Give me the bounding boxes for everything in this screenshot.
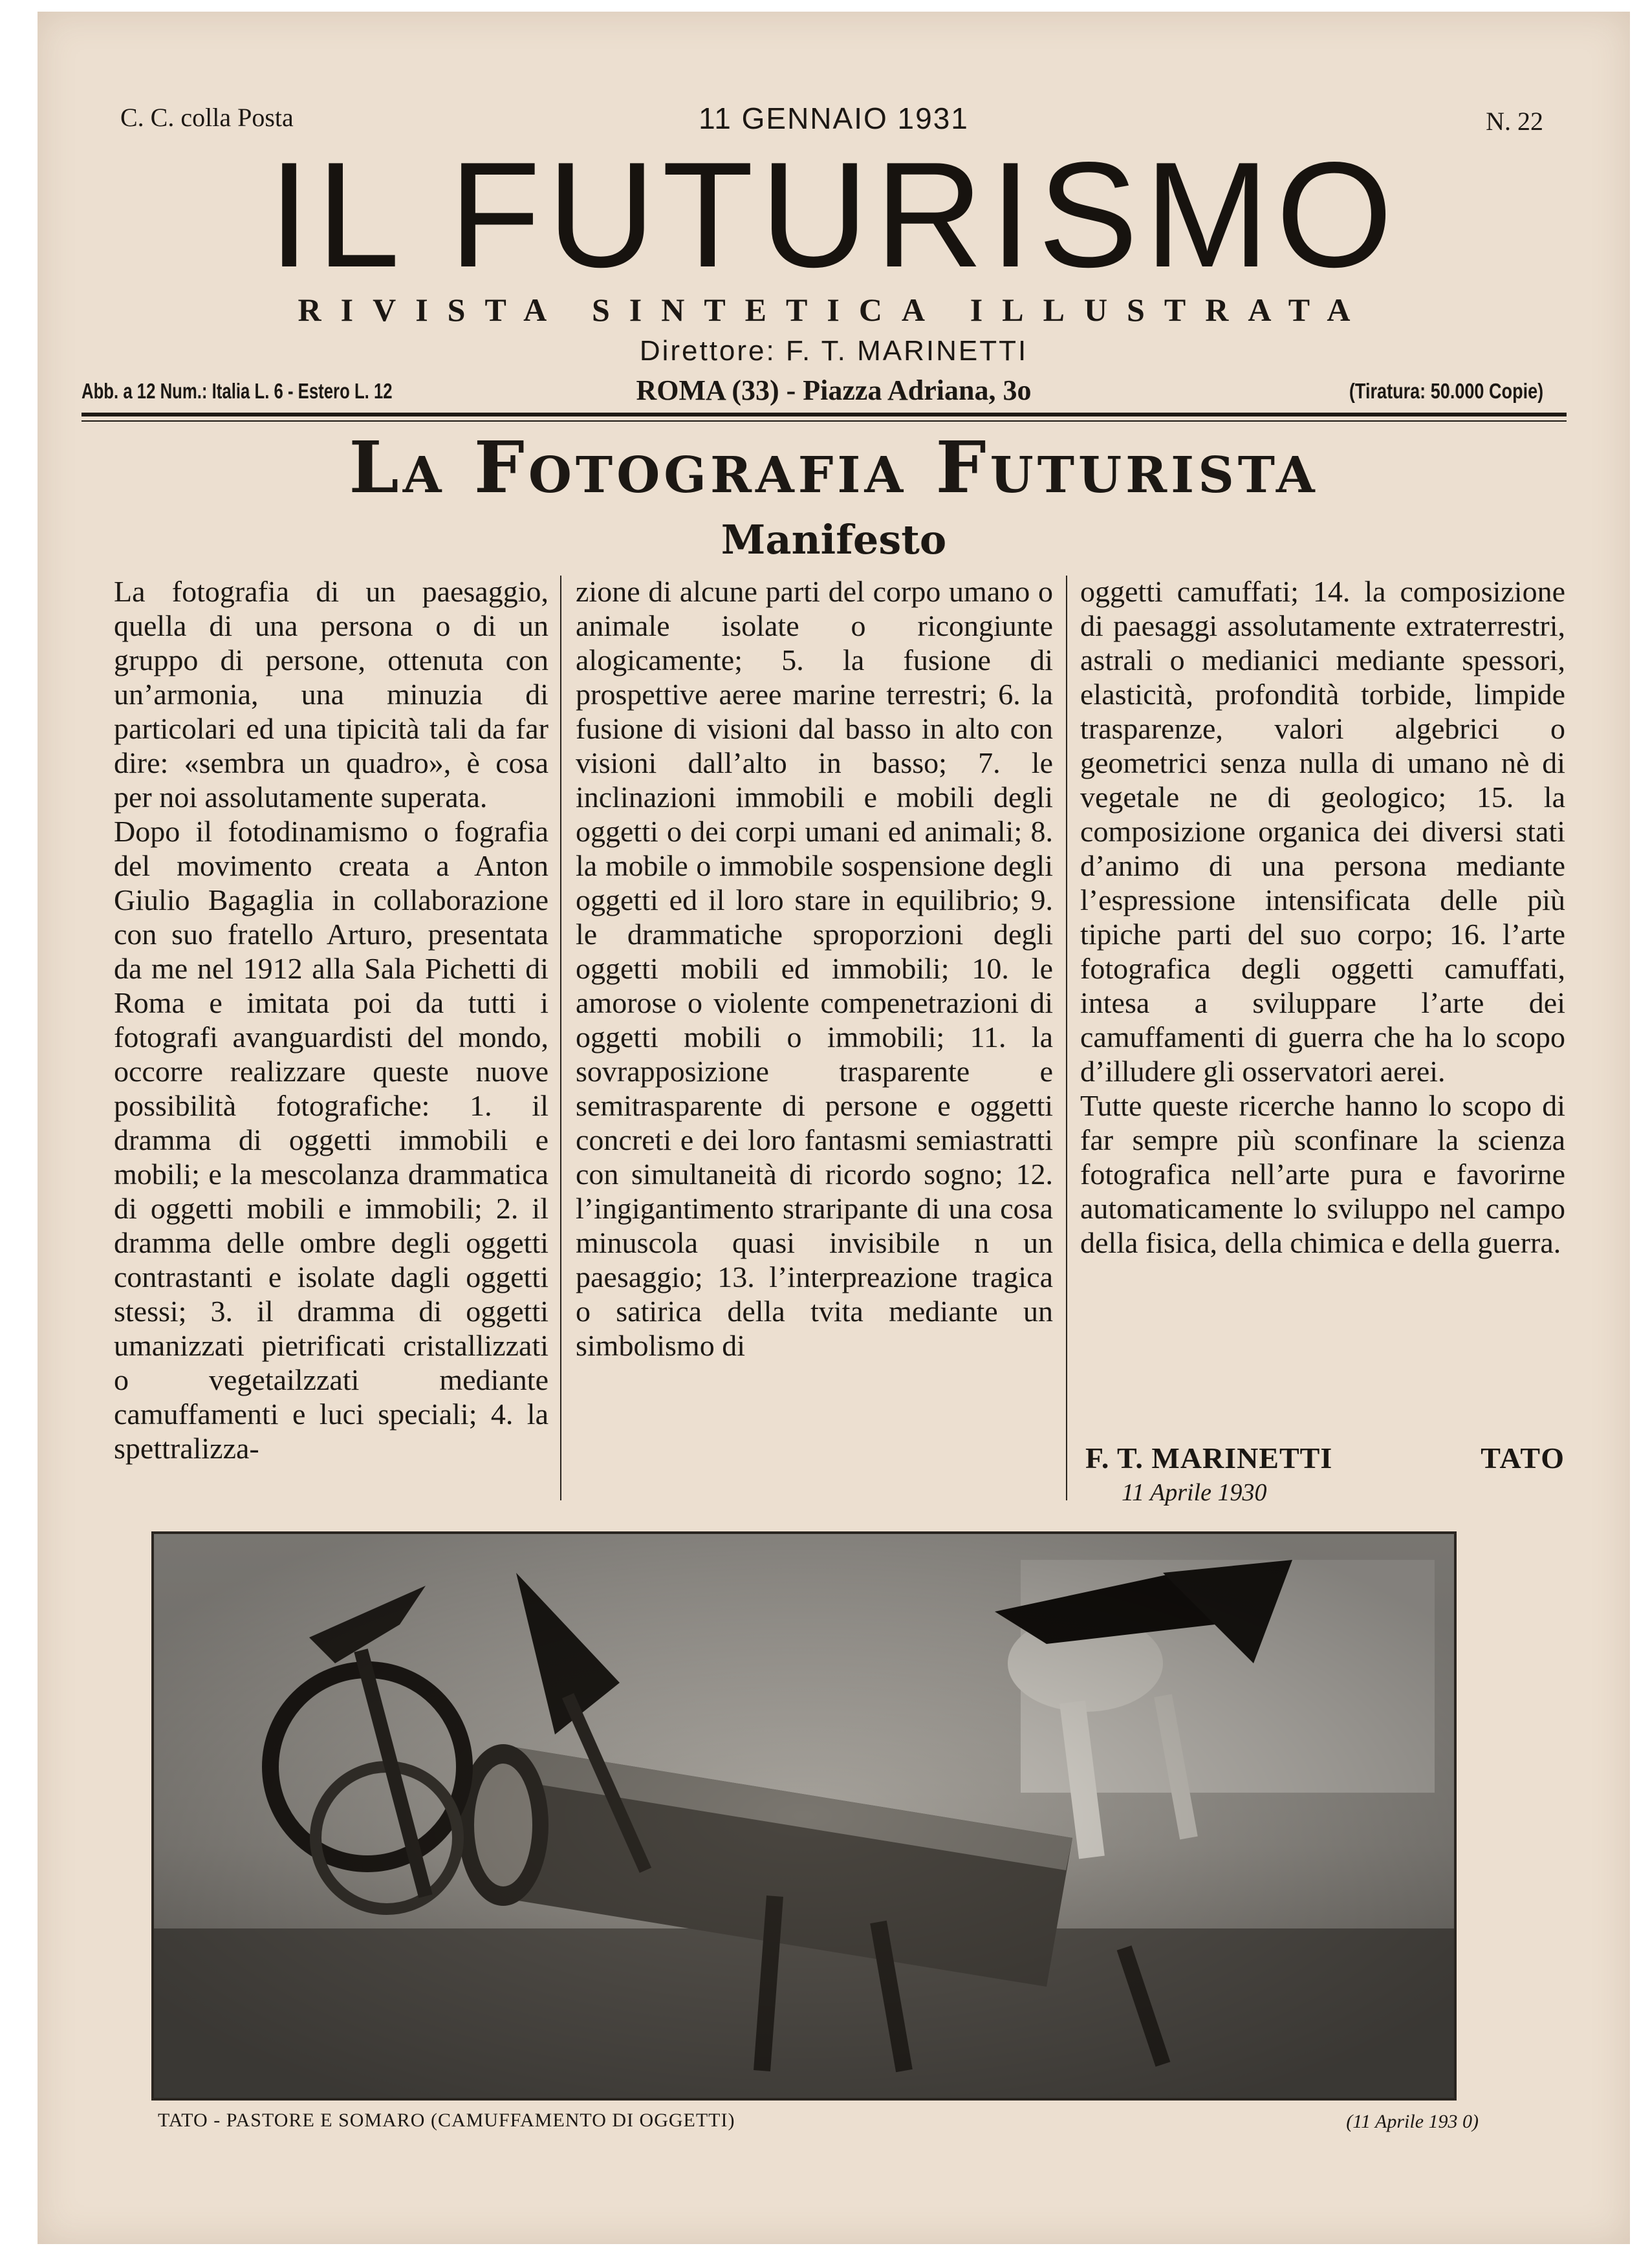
signature-marinetti: F. T. MARINETTI (1085, 1442, 1333, 1474)
issue-number: N. 22 (1486, 107, 1543, 136)
photo-illustration (154, 1534, 1454, 2098)
article-column-1: La fotografia di un paesaggio, quella di una persona o di un gruppo di persone, ottenuta con un’armonia, una minuzia di particolari ed una tipicità tali da far dire: «sembra un quadro», è cosa per noi assolutamente superata. Dopo il fotodinamismo o fografia del movimento creata a Anton Giulio Bagaglia in collaborazione con suo fratello Arturo, presentata da me nel 1912 alla Sala Pichetti di Roma e imitata poi da tutti i fotografi avanguardisti del mondo, occorre realizzare queste nuove possibilità fotografiche: 1. il dramma di oggetti immobili e mobili; e la mescolanza drammatica di oggetti mobili e immobili; 2. il dramma delle ombre degli oggetti contrastanti e isolate dagli oggetti stessi; 3. il dramma di oggetti umanizzati pietrificati cristallizzati o vegetailzzati mediante camuffamenti e luci speciali; 4. la spettralizza- (114, 575, 548, 1465)
article-title: La Fotografia Futurista (349, 426, 1319, 509)
photo-caption: TATO - PASTORE E SOMARO (CAMUFFAMENTO DI OGGETTI) (158, 2110, 735, 2131)
article-subtitle: Manifesto (721, 516, 947, 563)
column-divider (560, 576, 561, 1500)
photograph (151, 1531, 1457, 2101)
issue-date: 11 GENNAIO 1931 (699, 102, 969, 135)
column-divider (1066, 576, 1067, 1500)
masthead-rule-thin (81, 420, 1567, 422)
masthead-title: IL FUTURISMO (268, 131, 1400, 299)
newspaper-page (38, 12, 1630, 2244)
photo-caption-date: (11 Aprile 193 0) (1346, 2111, 1479, 2132)
signature-date: 11 Aprile 1930 (1122, 1479, 1267, 1506)
print-run: (Tiratura: 50.000 Copie) (1349, 379, 1543, 403)
article-column-3: oggetti camuffati; 14. la composizione di paesaggi assolutamente extraterrestri, astrali o medianici mediante spessori, elasticità, profondità torbide, limpide trasparenze, valori algebrici o geometrici senza nulla di umano nè di vegetale ne di geologico; 15. la composizione organica dei diversi stati d’animo di una persona mediante l’espressione intensificata delle più tipiche parti del suo corpo; 16. l’arte fotografica degli oggetti camuffati, intesa a sviluppare l’arte dei camuffamenti di guerra che ha lo scopo d’illudere gli osservatori aerei. Tutte queste ricerche hanno lo scopo di far sempre più sconfinare la scienza fotografica nell’arte pura e favorirne automaticamente lo sviluppo nel campo della fisica, della chimica e della guerra. (1080, 575, 1565, 1259)
article-column-2: zione di alcune parti del corpo umano o animale isolate o ricongiunte alogicamente; 5. la fusione di prospettive aeree marine terrestri; 6. la fusione di visioni dal basso in alto con visioni dall’alto in basso; 7. le inclinazioni immobili e mobili degli oggetti o dei corpi umani ed animali; 8. la mobile o immobile sospensione degli oggetti ed il loro stare in equilibrio; 9. le drammatiche sproporzioni degli oggetti mobili ed immobili; 10. le amorose o violente compenetrazioni di oggetti mobili o immobili; 11. la sovrapposizione trasparente e semitrasparente di persone e oggetti concreti e dei loro fantasmi semiastratti con simultaneità di ricordo sogno; 12. l’ingigantimento straripante di una cosa minuscola quasi invisibile n un paesaggio; 13. l’interpreazione tragica o satirica della tvita mediante un simbolismo di (576, 575, 1053, 1362)
director-line: Direttore: F. T. MARINETTI (639, 335, 1028, 367)
address-line: ROMA (33) - Piazza Adriana, 3o (636, 374, 1032, 406)
subscription-info: Abb. a 12 Num.: Italia L. 6 - Estero L. 12 (81, 379, 393, 403)
masthead-subtitle: RIVISTA SINTETICA ILLUSTRATA (298, 292, 1370, 328)
postage-note: C. C. colla Posta (120, 103, 294, 132)
signature-tato: TATO (1481, 1442, 1565, 1474)
masthead-rule (81, 413, 1567, 416)
